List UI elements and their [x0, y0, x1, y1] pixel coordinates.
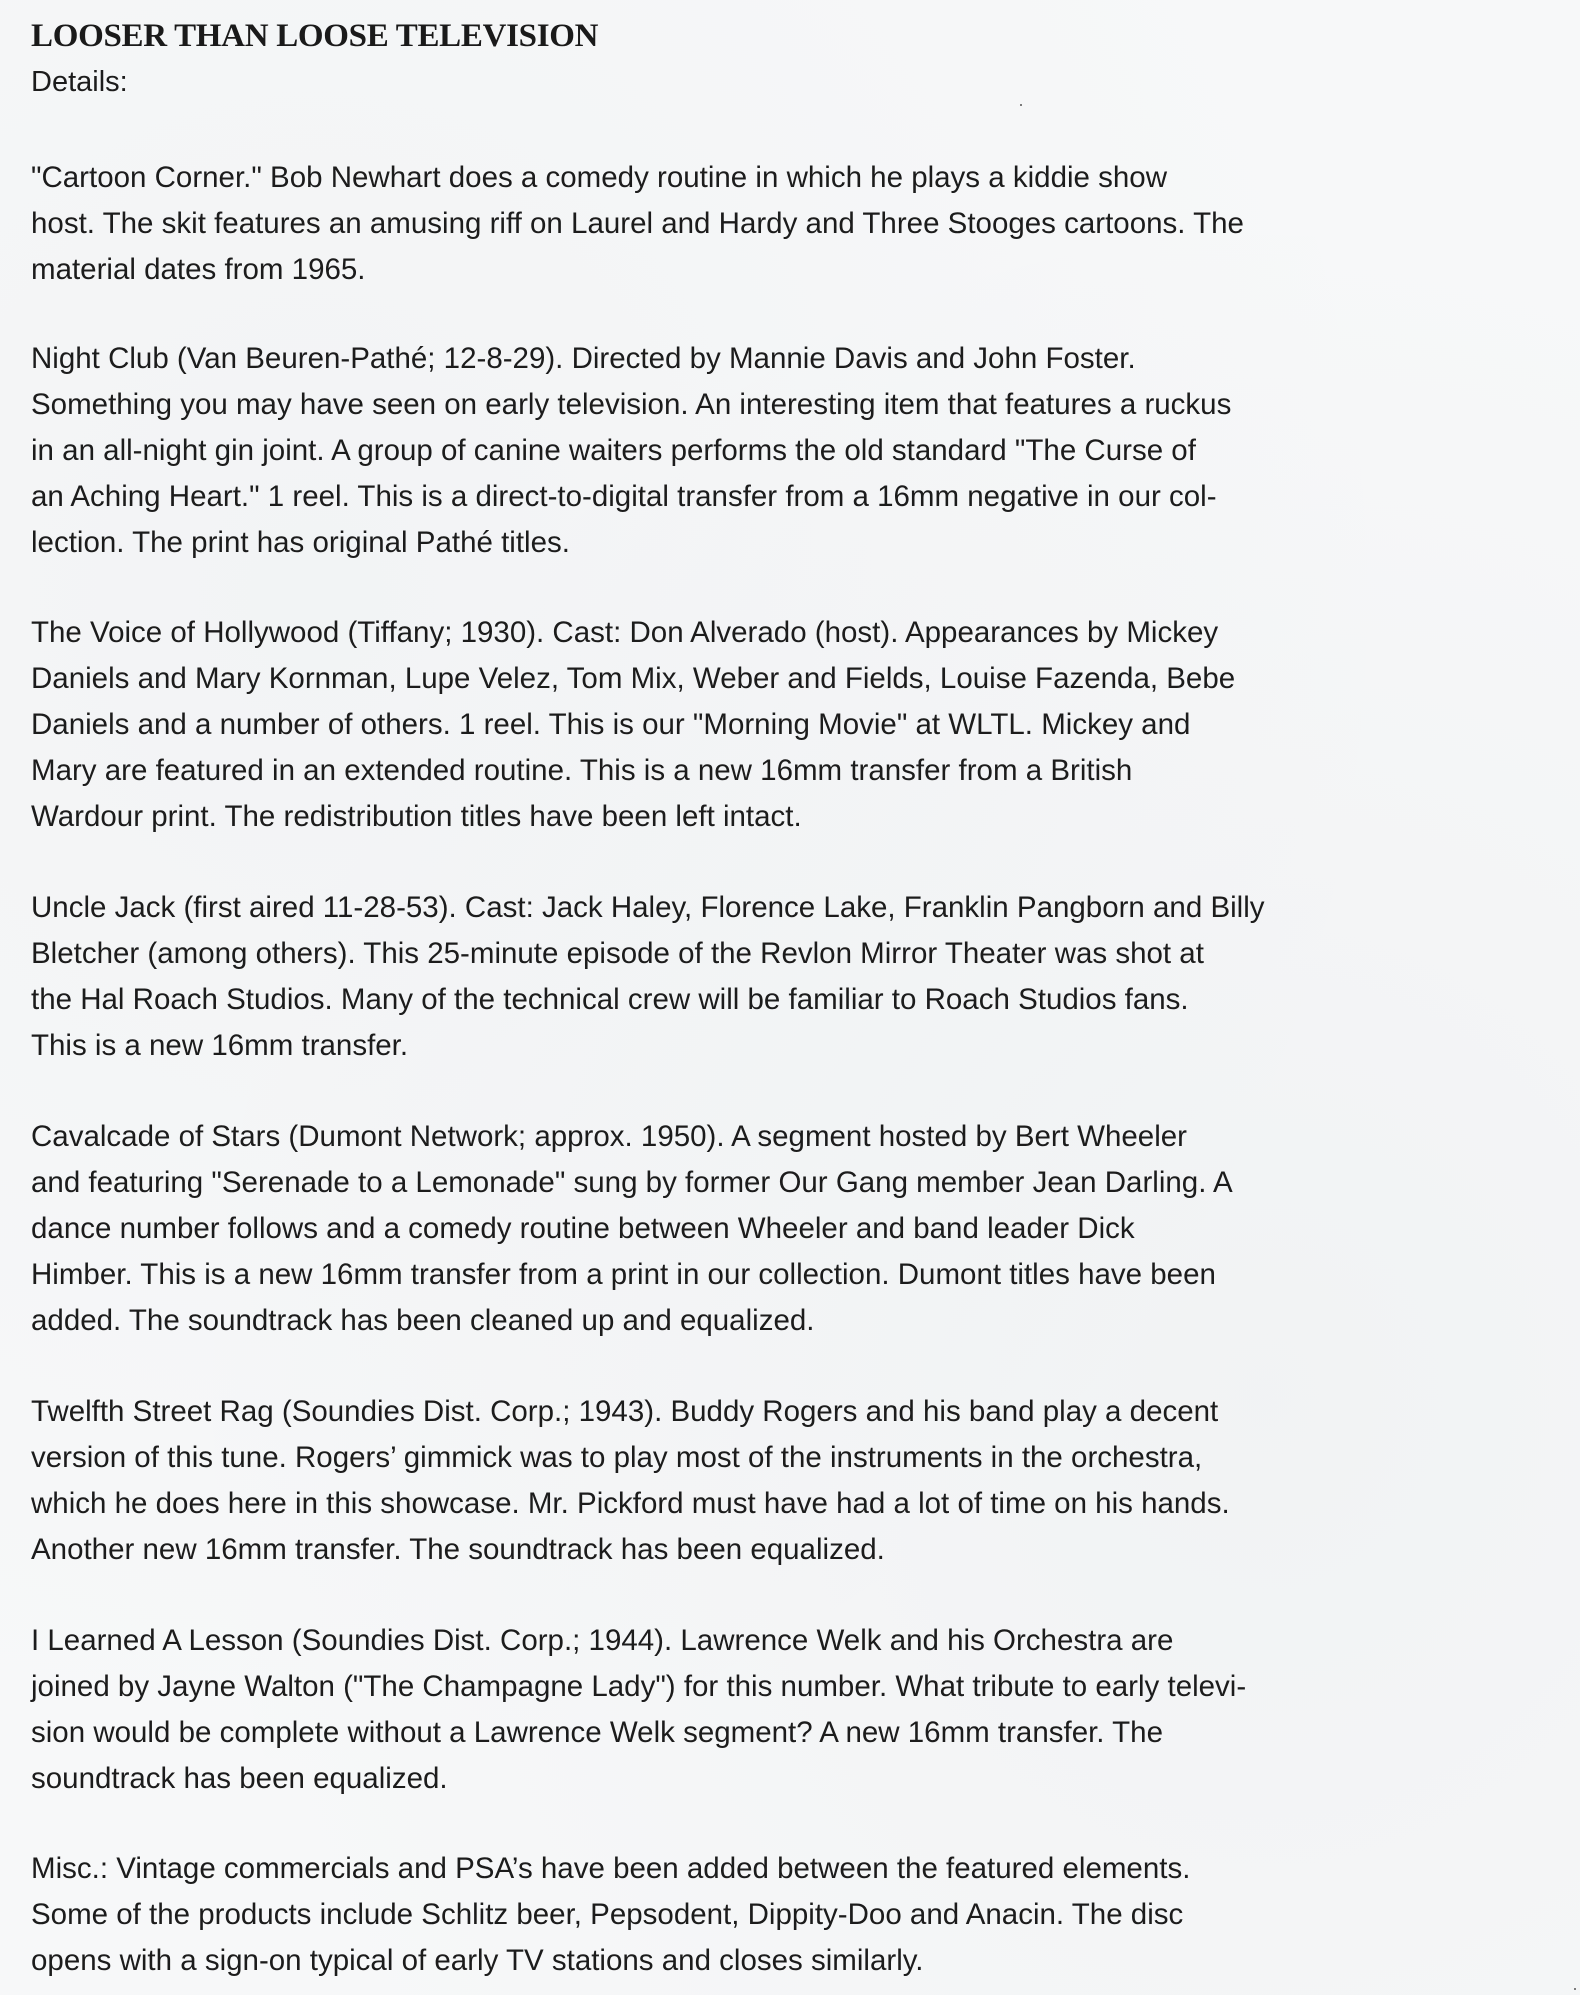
details-heading: Details: — [31, 66, 128, 98]
paragraph-twelfth-street-rag — [31, 1389, 1230, 1573]
paragraph-line: in an all-night gin joint. A group of canine waiters performs the old standard "The Curse of — [31, 434, 1196, 467]
paragraph-line: opens with a sign-on typical of early TV stations and closes similarly. — [31, 1944, 924, 1977]
paragraph-line: Cavalcade of Stars (Dumont Network; approx. 1950). A segment hosted by Bert Wheeler — [31, 1120, 1187, 1153]
paragraph-line: which he does here in this showcase. Mr. Pickford must have had a lot of time on his hands. — [31, 1487, 1230, 1520]
paragraph-line: Something you may have seen on early television. An interesting item that features a ruckus — [31, 388, 1232, 421]
paragraph-line: soundtrack has been equalized. — [31, 1762, 448, 1795]
paragraph-line: joined by Jayne Walton ("The Champagne Lady") for this number. What tribute to early televi- — [31, 1670, 1247, 1703]
paragraph-line: Misc.: Vintage commercials and PSA’s have been added between the featured elements. — [31, 1852, 1191, 1885]
paragraph-line: added. The soundtrack has been cleaned up and equalized. — [31, 1304, 815, 1337]
paragraph-line: dance number follows and a comedy routine between Wheeler and band leader Dick — [31, 1212, 1135, 1245]
paragraph-voice-of-hollywood — [31, 610, 1235, 840]
paragraph-line: Wardour print. The redistribution titles have been left intact. — [31, 800, 802, 833]
paragraph-line: "Cartoon Corner." Bob Newhart does a comedy routine in which he plays a kiddie show — [31, 161, 1167, 194]
paragraph-line: I Learned A Lesson (Soundies Dist. Corp.; 1944). Lawrence Welk and his Orchestra are — [31, 1624, 1174, 1657]
paragraph-line: Night Club (Van Beuren-Pathé; 12-8-29). Directed by Mannie Davis and John Foster. — [31, 342, 1136, 375]
paragraph-line: Another new 16mm transfer. The soundtrack has been equalized. — [31, 1533, 885, 1566]
paragraph-line: Daniels and Mary Kornman, Lupe Velez, Tom Mix, Weber and Fields, Louise Fazenda, Bebe — [31, 662, 1236, 695]
paragraph-line: material dates from 1965. — [31, 253, 366, 286]
paragraph-line: an Aching Heart." 1 reel. This is a direct-to-digital transfer from a 16mm negative in our col- — [31, 480, 1217, 513]
paper-speck — [1020, 104, 1022, 106]
paragraph-misc — [31, 1846, 1190, 1984]
paragraph-line: the Hal Roach Studios. Many of the technical crew will be familiar to Roach Studios fans. — [31, 983, 1189, 1016]
paragraph-line: Some of the products include Schlitz beer, Pepsodent, Dippity-Doo and Anacin. The disc — [31, 1898, 1184, 1931]
paragraph-night-club — [31, 336, 1231, 566]
paragraph-cavalcade-of-stars — [31, 1114, 1233, 1344]
paragraph-line: Twelfth Street Rag (Soundies Dist. Corp.; 1943). Buddy Rogers and his band play a decent — [31, 1395, 1219, 1428]
paragraph-line: host. The skit features an amusing riff on Laurel and Hardy and Three Stooges cartoons. The — [31, 207, 1244, 240]
paragraph-line: sion would be complete without a Lawrence Welk segment? A new 16mm transfer. The — [31, 1716, 1163, 1749]
paragraph-line: Mary are featured in an extended routine. This is a new 16mm transfer from a British — [31, 754, 1133, 787]
paragraph-line: Himber. This is a new 16mm transfer from a print in our collection. Dumont titles have been — [31, 1258, 1216, 1291]
paragraph-line: This is a new 16mm transfer. — [31, 1029, 409, 1062]
paragraph-i-learned-a-lesson — [31, 1618, 1246, 1802]
paragraph-line: version of this tune. Rogers’ gimmick was to play most of the instruments in the orchestra, — [31, 1441, 1203, 1474]
paragraph-line: lection. The print has original Pathé titles. — [31, 526, 570, 559]
paragraph-line: Bletcher (among others). This 25-minute episode of the Revlon Mirror Theater was shot at — [31, 937, 1204, 970]
paragraph-line: and featuring "Serenade to a Lemonade" sung by former Our Gang member Jean Darling. A — [31, 1166, 1233, 1199]
paragraph-uncle-jack — [31, 885, 1265, 1069]
paragraph-line: The Voice of Hollywood (Tiffany; 1930). Cast: Don Alverado (host). Appearances by Mickey — [31, 616, 1219, 649]
paragraph-cartoon-corner — [31, 155, 1244, 293]
paragraph-line: Uncle Jack (first aired 11-28-53). Cast: Jack Haley, Florence Lake, Franklin Pangborn and Billy — [31, 891, 1265, 924]
document-title: LOOSER THAN LOOSE TELEVISION — [31, 18, 599, 54]
paragraph-line: Daniels and a number of others. 1 reel. This is our "Morning Movie" at WLTL. Mickey and — [31, 708, 1191, 741]
paper-speck — [1574, 1988, 1576, 1990]
